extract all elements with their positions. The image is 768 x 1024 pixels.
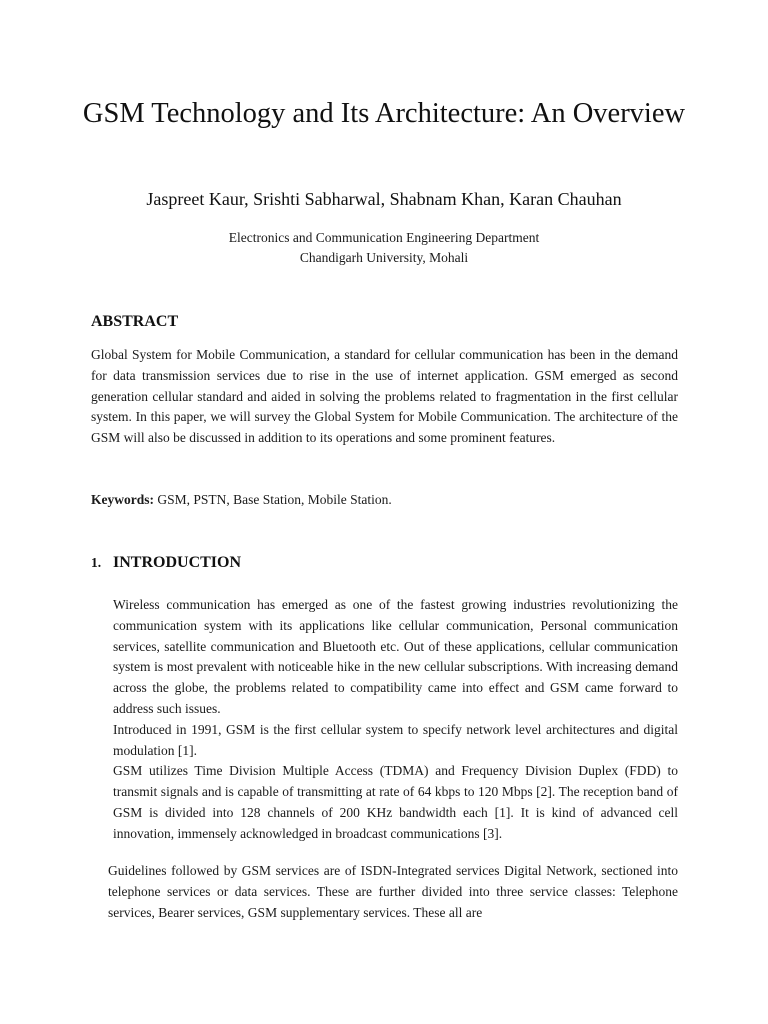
intro-paragraph: Guidelines followed by GSM services are of ISDN-Integrated services Digital Network, sectioned into telephone services or data services. These are further divided into three service classes: Telephone services, Bearer services, GSM supplementary services. These all are [108, 863, 678, 920]
introduction-body [113, 595, 678, 845]
keywords [91, 490, 678, 510]
paper-title: GSM Technology and Its Architecture: An Overview [82, 98, 686, 129]
abstract-text: Global System for Mobile Communication, a standard for cellular communication has been in the demand for data transmission services due to rise in the use of internet application. GSM emerged as second generation cellular standard and aided in solving the problems related to fragmentation in the first cellular system. In this paper, we will survey the Global System for Mobile Communication. The architecture of the GSM will also be discussed in addition to its operations and some prominent features. [91, 347, 678, 446]
affiliation-institution: Chandigarh University, Mohali [299, 250, 469, 265]
keywords-text: GSM, PSTN, Base Station, Mobile Station. [154, 492, 392, 507]
affiliation [120, 228, 648, 268]
section-title: INTRODUCTION [113, 554, 242, 571]
author-list: Jaspreet Kaur, Srishti Sabharwal, Shabnam Khan, Karan Chauhan [146, 189, 622, 209]
intro-paragraph: Wireless communication has emerged as one of the fastest growing industries revolutionizing the communication system with its applications like cellular communication, Personal communication services, satellite communication and Bluetooth etc. Out of these applications, cellular communication system is most prevalent with noticeable hike in the new cellular subscriptions. With increasing demand across the globe, the problems related to compatibility came into effect and GSM came forward to address such issues. [113, 597, 678, 716]
introduction-heading [91, 552, 591, 574]
affiliation-department: Electronics and Communication Engineering Department [228, 230, 540, 245]
section-number: 1. [91, 555, 102, 570]
introduction-body-continued [108, 861, 678, 923]
intro-paragraph: Introduced in 1991, GSM is the first cellular system to specify network level architectures and digital modulation [1]. [113, 721, 678, 758]
keywords-label: Keywords: [91, 492, 154, 507]
abstract-heading: ABSTRACT [91, 313, 179, 330]
intro-paragraph: GSM utilizes Time Division Multiple Access (TDMA) and Frequency Division Duplex (FDD) to transmit signals and is capable of transmitting at rate of 64 kbps to 120 Mbps [2]. The reception band of GSM is divided into 128 channels of 200 KHz bandwidth each [1]. It is kind of advanced cell innovation, immensely acknowledged in broadcast communications [3]. [113, 763, 678, 841]
